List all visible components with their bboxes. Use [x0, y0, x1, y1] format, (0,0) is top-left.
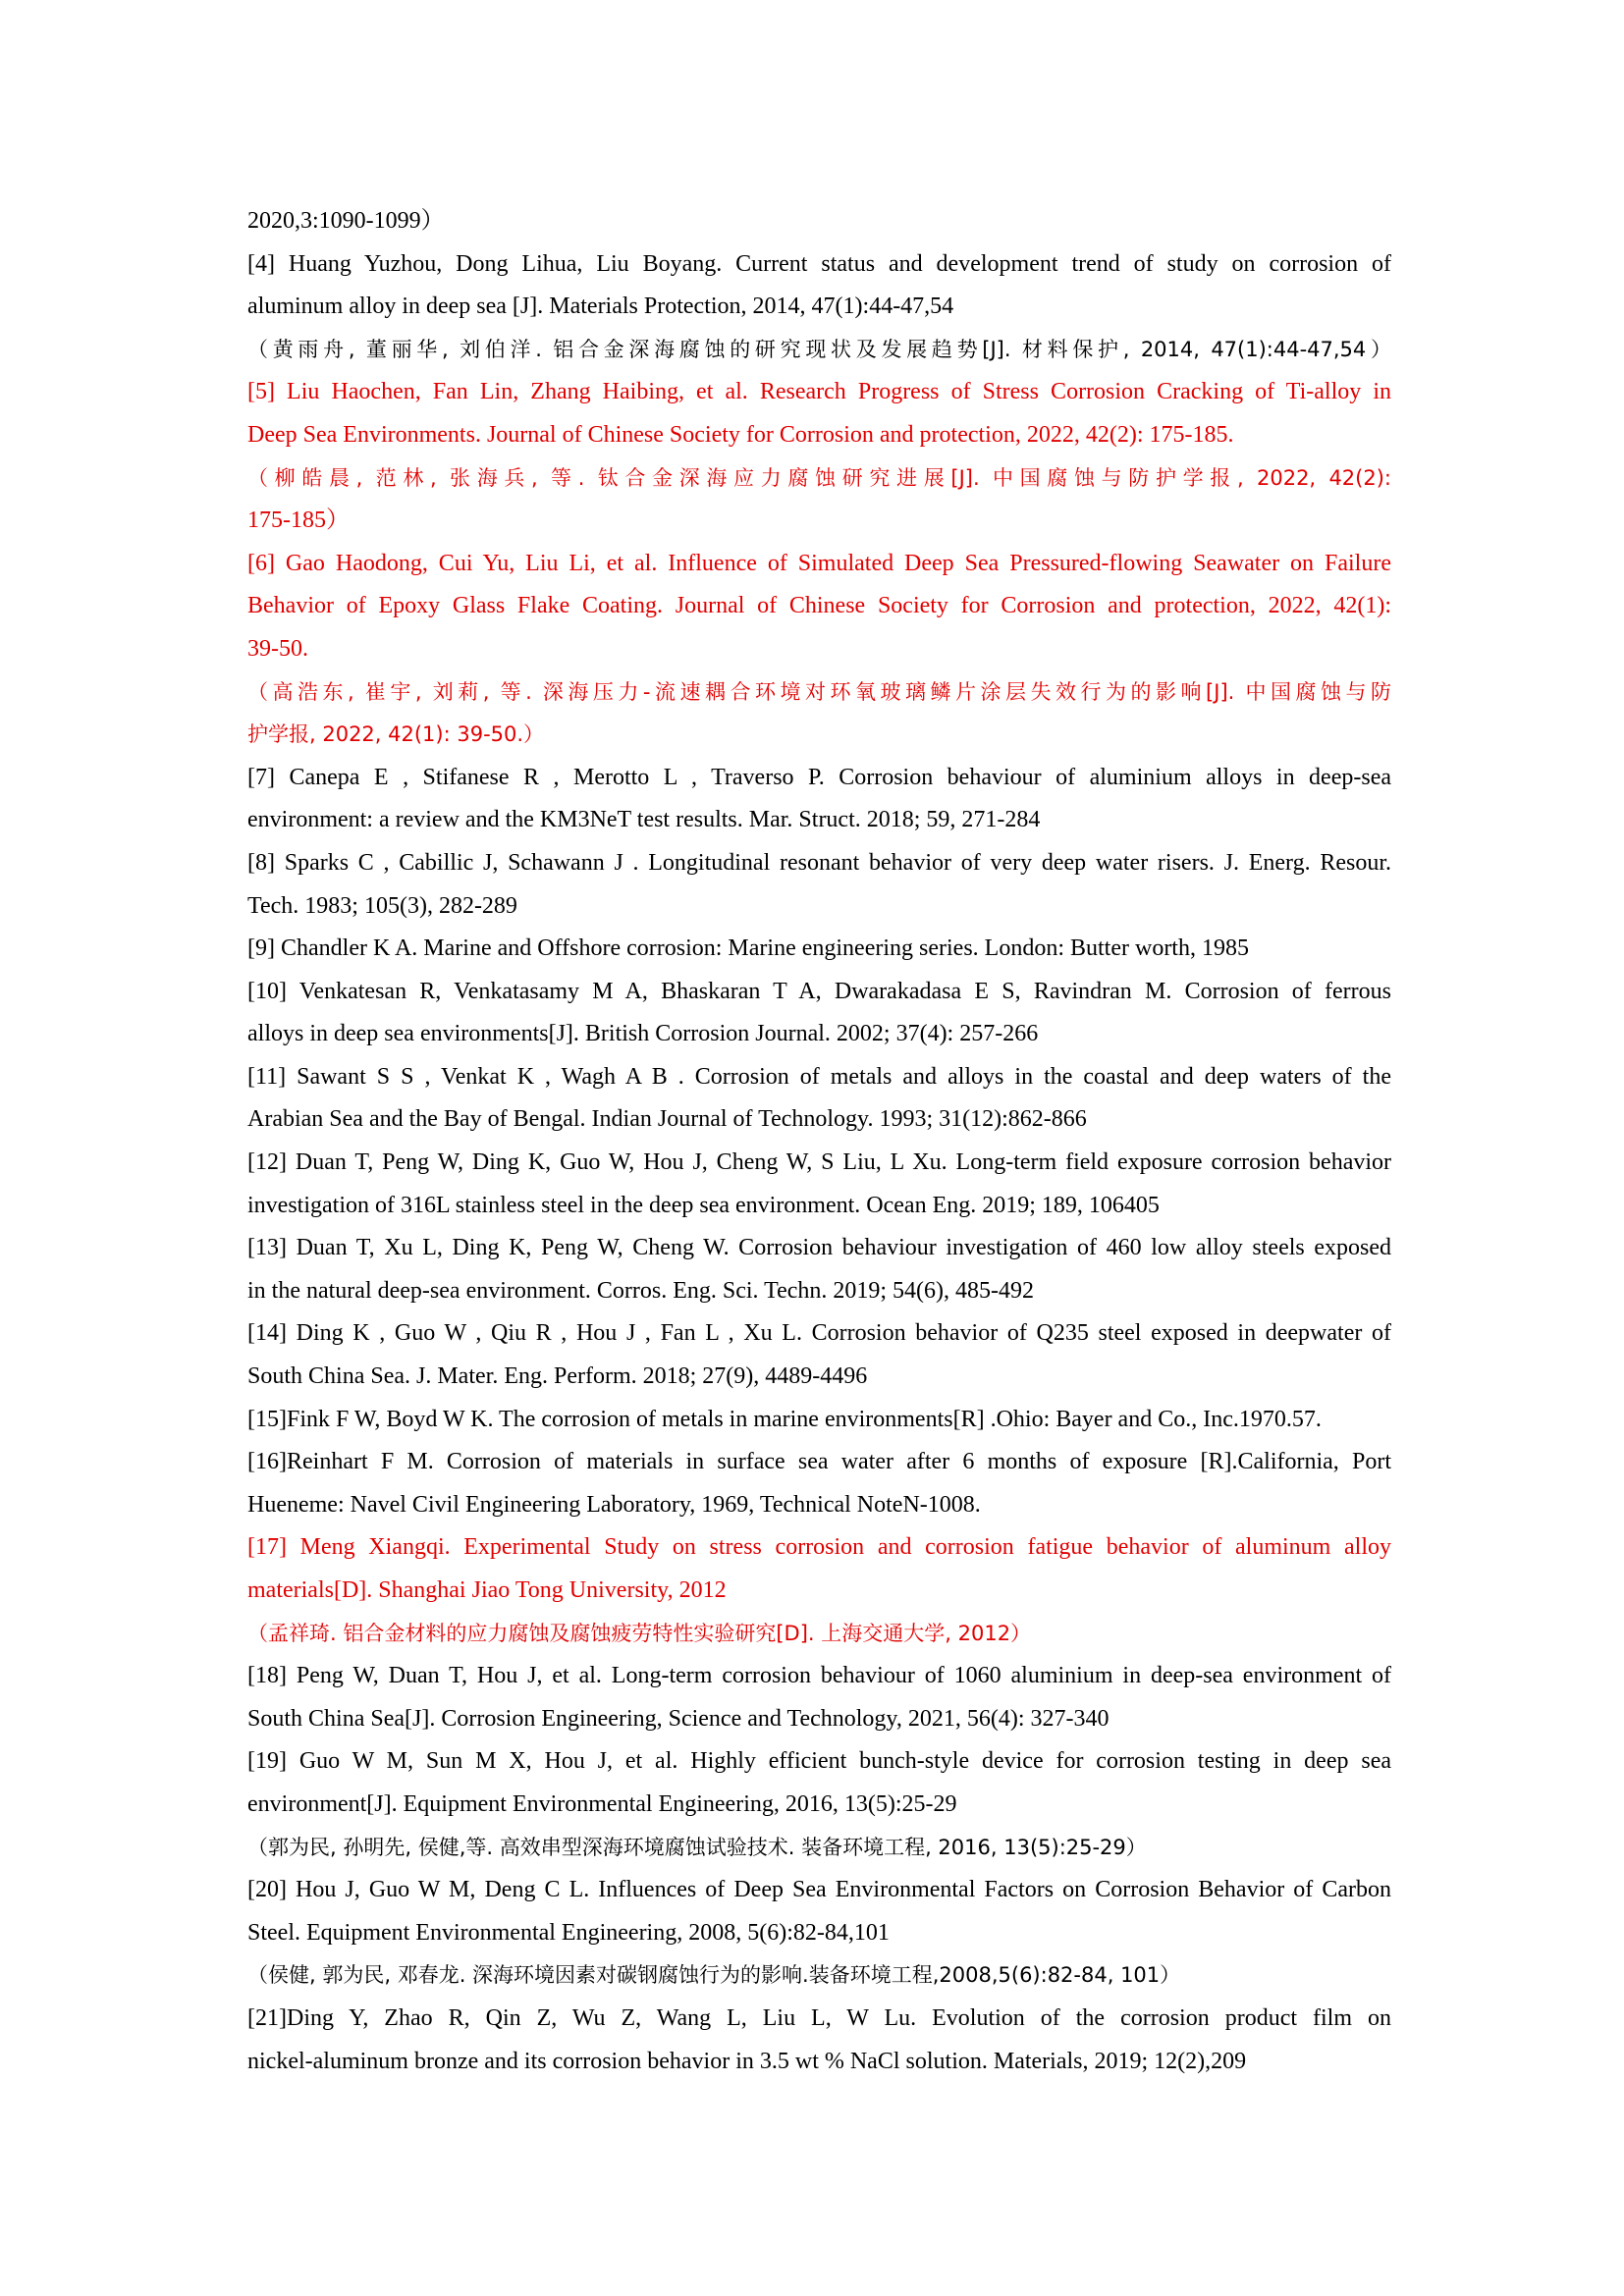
ref-19-line-1: [19] Guo W M, Sun M X, Hou J, et al. Highly efficient bunch-style device for corrosion testing in deep sea	[247, 1748, 1391, 1775]
ref-8-line-1: [8] Sparks C , Cabillic J, Schawann J . Longitudinal resonant behavior of very deep water risers. J. Energ. Resour.	[247, 849, 1391, 876]
ref-7-line-1: [7] Canepa E , Stifanese R , Merotto L , Traverso P. Corrosion behaviour of aluminium alloys in deep-sea	[247, 764, 1391, 790]
ref-19-chinese-line: （郭为民, 孙明先, 侯健,等. 高效串型深海环境腐蚀试验技术. 装备环境工程, 2016, 13(5):25-29）	[247, 1835, 1147, 1859]
ref-17-line-1: [17] Meng Xiangqi. Experimental Study on stress corrosion and corrosion fatigue behavior of aluminum alloy	[247, 1534, 1391, 1561]
ref-18-line-2: South China Sea[J]. Corrosion Engineering, Science and Technology, 2021, 56(4): 327-340	[247, 1705, 1110, 1732]
ref-12-line-2: investigation of 316L stainless steel in the deep sea environment. Ocean Eng. 2019; 189, 106405	[247, 1192, 1160, 1218]
ref-15-line-1: [15]Fink F W, Boyd W K. The corrosion of metals in marine environments[R] .Ohio: Bayer and Co., Inc.1970.57.	[247, 1406, 1322, 1432]
ref-13-line-1: [13] Duan T, Xu L, Ding K, Peng W, Cheng W. Corrosion behaviour investigation of 460 low alloy steels exposed	[247, 1235, 1391, 1261]
ref-17-line-2: materials[D]. Shanghai Jiao Tong University, 2012	[247, 1577, 727, 1603]
ref-6-chinese-line-1: （高浩东, 崔宇, 刘莉, 等. 深海压力-流速耦合环境对环氧玻璃鳞片涂层失效行为的影响[J]. 中国腐蚀与防	[247, 679, 1391, 704]
ref-21-line-1: [21]Ding Y, Zhao R, Qin Z, Wu Z, Wang L, Liu L, W Lu. Evolution of the corrosion product film on	[247, 2004, 1391, 2031]
ref-21-line-2: nickel-aluminum bronze and its corrosion behavior in 3.5 wt % NaCl solution. Materials, 2019; 12(2),209	[247, 2048, 1247, 2074]
ref-4-line-2: aluminum alloy in deep sea [J]. Materials Protection, 2014, 47(1):44-47,54	[247, 294, 954, 320]
ref-20-chinese-line: （侯健, 郭为民, 邓春龙. 深海环境因素对碳钢腐蚀行为的影响.装备环境工程,2008,5(6):82-84, 101）	[247, 1963, 1181, 1988]
ref-6-line-3: 39-50.	[247, 635, 308, 662]
ref-5-chinese-line-1: （柳皓晨, 范林, 张海兵, 等. 钛合金深海应力腐蚀研究进展[J]. 中国腐蚀与防护学报, 2022, 42(2):	[247, 465, 1391, 490]
ref-13-line-2: in the natural deep-sea environment. Corros. Eng. Sci. Techn. 2019; 54(6), 485-492	[247, 1277, 1035, 1304]
ref-5-line-1: [5] Liu Haochen, Fan Lin, Zhang Haibing, et al. Research Progress of Stress Corrosion Cracking of Ti-alloy in	[247, 379, 1391, 405]
ref-7-line-2: environment: a review and the KM3NeT test results. Mar. Struct. 2018; 59, 271-284	[247, 807, 1041, 833]
reference-list	[247, 200, 1391, 2083]
ref-5-line-2: Deep Sea Environments. Journal of Chinese Society for Corrosion and protection, 2022, 42(2): 175-185.	[247, 421, 1234, 448]
ref-4-chinese-line: （黄雨舟, 董丽华, 刘伯洋. 铝合金深海腐蚀的研究现状及发展趋势[J]. 材料保护, 2014, 47(1):44-47,54）	[247, 337, 1391, 361]
ref-10-line-2: alloys in deep sea environments[J]. British Corrosion Journal. 2002; 37(4): 257-266	[247, 1021, 1039, 1047]
ref-11-line-2: Arabian Sea and the Bay of Bengal. Indian Journal of Technology. 1993; 31(12):862-866	[247, 1106, 1087, 1133]
ref-6-line-2: Behavior of Epoxy Glass Flake Coating. Journal of Chinese Society for Corrosion and protection, 2022, 42(1):	[247, 593, 1391, 619]
ref-11-line-1: [11] Sawant S S , Venkat K , Wagh A B . Corrosion of metals and alloys in the coastal and deep waters of the	[247, 1063, 1391, 1090]
ref-14-line-1: [14] Ding K , Guo W , Qiu R , Hou J , Fan L , Xu L. Corrosion behavior of Q235 steel exposed in deepwater of	[247, 1320, 1391, 1347]
ref-10-line-1: [10] Venkatesan R, Venkatasamy M A, Bhaskaran T A, Dwarakadasa E S, Ravindran M. Corrosion of ferrous	[247, 978, 1391, 1004]
ref-5-chinese-line-2: 175-185）	[247, 507, 350, 534]
ref-19-line-2: environment[J]. Equipment Environmental Engineering, 2016, 13(5):25-29	[247, 1790, 957, 1817]
ref-3-cont-line: 2020,3:1090-1099）	[247, 208, 445, 234]
ref-12-line-1: [12] Duan T, Peng W, Ding K, Guo W, Hou J, Cheng W, S Liu, L Xu. Long-term field exposure corrosion behavior	[247, 1149, 1391, 1176]
ref-18-line-1: [18] Peng W, Duan T, Hou J, et al. Long-term corrosion behaviour of 1060 aluminium in deep-sea environment of	[247, 1663, 1391, 1689]
ref-17-chinese-line: （孟祥琦. 铝合金材料的应力腐蚀及腐蚀疲劳特性实验研究[D]. 上海交通大学, 2012）	[247, 1621, 1032, 1645]
ref-4-line-1: [4] Huang Yuzhou, Dong Lihua, Liu Boyang. Current status and development trend of study on corrosion of	[247, 250, 1391, 277]
ref-8-line-2: Tech. 1983; 105(3), 282-289	[247, 892, 517, 919]
ref-16-line-1: [16]Reinhart F M. Corrosion of materials in surface sea water after 6 months of exposure [R].California, Port	[247, 1449, 1391, 1475]
ref-9-line-1: [9] Chandler K A. Marine and Offshore corrosion: Marine engineering series. London: Butter worth, 1985	[247, 935, 1249, 962]
ref-16-line-2: Hueneme: Navel Civil Engineering Laboratory, 1969, Technical NoteN-1008.	[247, 1491, 981, 1518]
ref-6-chinese-line-2: 护学报, 2022, 42(1): 39-50.）	[247, 722, 545, 747]
ref-20-line-2: Steel. Equipment Environmental Engineering, 2008, 5(6):82-84,101	[247, 1919, 890, 1946]
ref-20-line-1: [20] Hou J, Guo W M, Deng C L. Influences of Deep Sea Environmental Factors on Corrosion Behavior of Carbon	[247, 1877, 1391, 1903]
ref-14-line-2: South China Sea. J. Mater. Eng. Perform. 2018; 27(9), 4489-4496	[247, 1363, 868, 1390]
ref-6-line-1: [6] Gao Haodong, Cui Yu, Liu Li, et al. Influence of Simulated Deep Sea Pressured-flowing Seawater on Failure	[247, 550, 1391, 576]
